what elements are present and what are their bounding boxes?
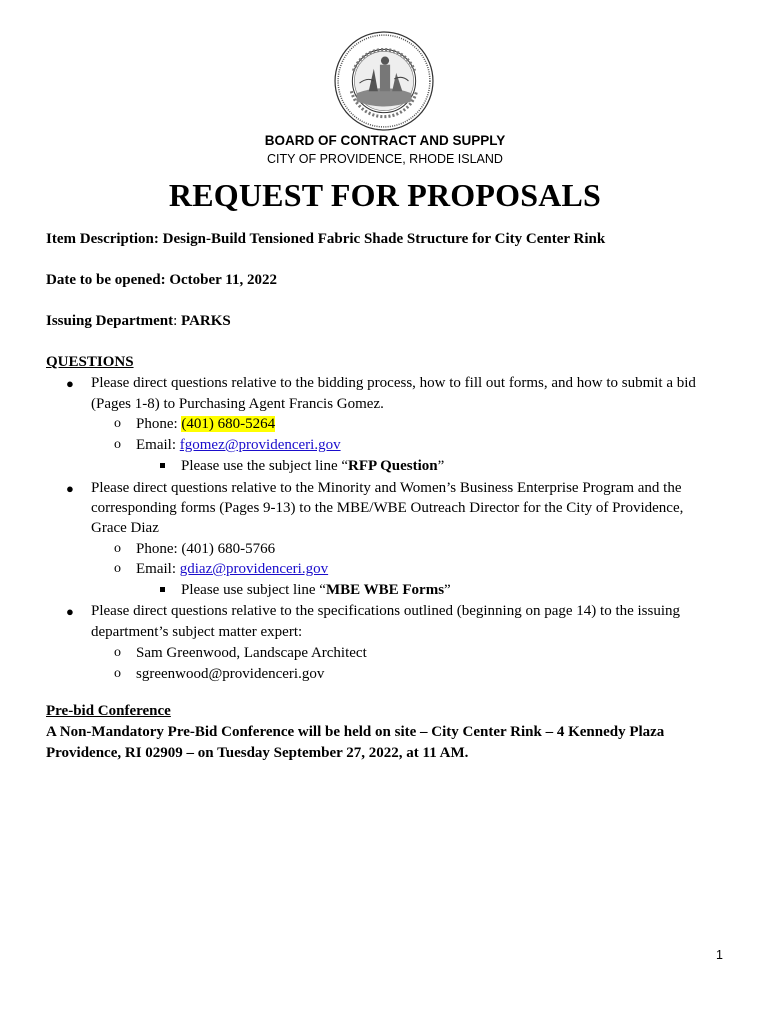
q2-phone: Phone: (401) 680-5766 [136,541,276,557]
square-bullet-icon [160,463,165,468]
q2-line1: Please direct questions relative to the Minority and Women’s Business Enterprise Program and the [91,480,682,496]
issuing-department: Issuing Department: PARKS [46,313,231,329]
q3-line1: Please direct questions relative to the specifications outlined (beginning on page 14) to the issuing [91,603,681,619]
bullet-icon: ● [66,376,74,391]
page-title: REQUEST FOR PROPOSALS [168,177,602,213]
q2-subject-value: MBE WBE Forms [325,582,445,598]
q1-subject [181,458,444,475]
q1-phone-label: Phone: [136,416,182,432]
date-opened-label: Date to be opened: [46,272,166,288]
item-description [46,231,605,248]
prebid-heading: Pre-bid Conference [46,703,171,719]
q1-line1: Please direct questions relative to the bidding process, how to fill out forms, and how to submit a bid [91,375,696,391]
city-subheading: CITY OF PROVIDENCE, RHODE ISLAND [267,152,503,166]
bullet-icon: ● [66,481,74,496]
item-description-value: Design-Build Tensioned Fabric Shade Structure for City Center Rink [162,231,606,247]
prebid-line1: A Non-Mandatory Pre-Bid Conference will be held on site – City Center Rink – 4 Kennedy Plaza [46,724,665,740]
q1-subject-value: RFP Question [348,458,438,474]
circle-bullet-icon: o [114,437,121,452]
q3-line2: department’s subject matter expert: [91,624,303,640]
circle-bullet-icon: o [114,666,121,681]
circle-bullet-icon: o [114,645,121,660]
q3-name: Sam Greenwood, Landscape Architect [136,645,367,661]
issuing-department-value: PARKS [181,313,231,329]
q2-line2: corresponding forms (Pages 9-13) to the MBE/WBE Outreach Director for the City of Providence, [91,500,684,516]
square-bullet-icon [160,587,165,592]
q1-email [136,437,341,454]
board-heading: BOARD OF CONTRACT AND SUPPLY [264,133,506,148]
q2-line3: Grace Diaz [91,520,159,536]
q2-email-label: Email: [136,561,180,577]
q1-line2: (Pages 1-8) to Purchasing Agent Francis Gomez. [91,396,384,412]
bullet-icon: ● [66,604,74,619]
city-seal-icon [333,30,435,132]
q2-subject [181,582,451,599]
circle-bullet-icon: o [114,416,121,431]
page-number: 1 [716,948,723,962]
q1-phone [136,416,275,433]
q2-subject-pre: Please use subject line “ [181,582,326,598]
q1-email-link[interactable]: fgomez@providenceri.gov [179,437,341,453]
q2-email [136,561,328,578]
questions-heading: QUESTIONS [46,354,134,370]
item-description-label: Item Description: [46,231,159,247]
q1-phone-number: (401) 680-5264 [181,416,276,432]
q1-subject-pre: Please use the subject line “ [181,458,349,474]
q2-subject-post: ” [444,582,451,598]
q2-email-link[interactable]: gdiaz@providenceri.gov [179,561,329,577]
date-opened [46,272,277,289]
q1-subject-post: ” [437,458,445,474]
q3-email: sgreenwood@providenceri.gov [136,666,325,682]
q1-email-label: Email: [136,437,180,453]
circle-bullet-icon: o [114,561,121,576]
issuing-department-label: Issuing Department [46,313,174,329]
circle-bullet-icon: o [114,541,121,556]
prebid-line2: Providence, RI 02909 – on Tuesday September 27, 2022, at 11 AM. [46,745,469,761]
date-opened-value: October 11, 2022 [169,272,277,288]
